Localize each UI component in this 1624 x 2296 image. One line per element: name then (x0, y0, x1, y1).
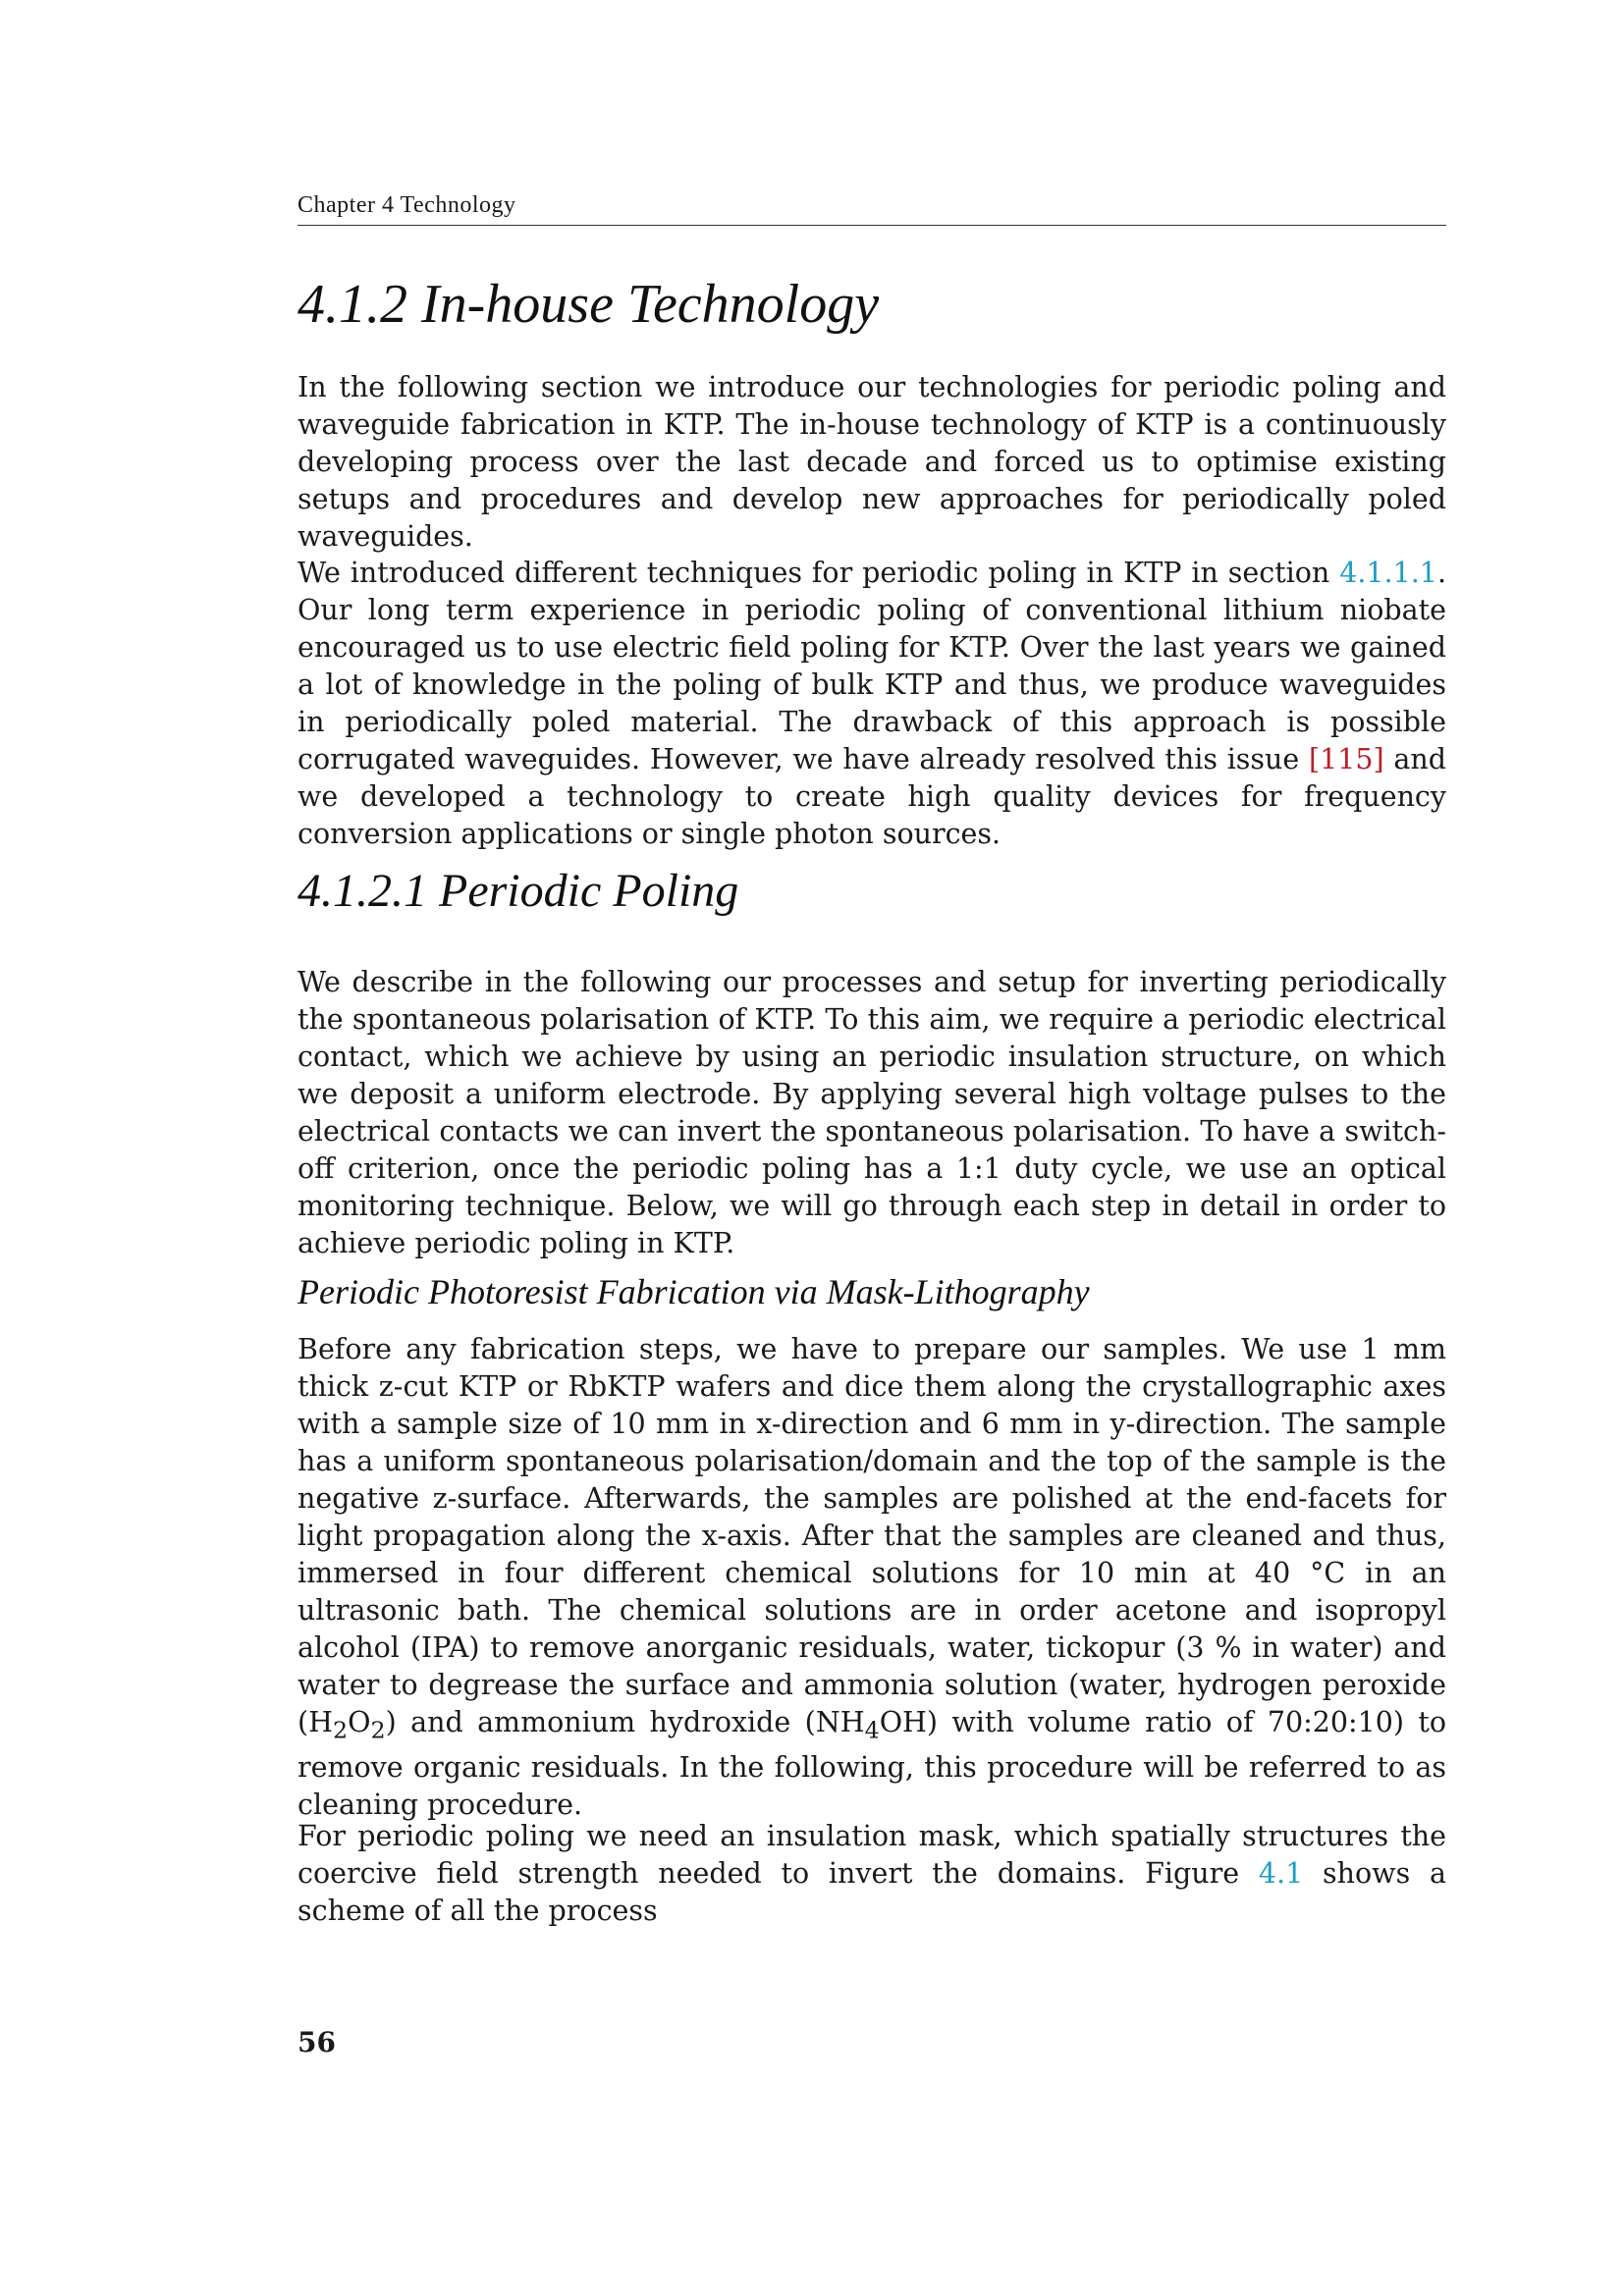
text-run: Before any fabrication steps, we have to prepare our samples. We use 1 mm thick z-cut KTP or RbKTP wafers and dice them along the crystallographic axes with a sample size of 10 mm in x-direction and 6 mm in y-direction. The sample has a uniform spontaneous polarisation/domain and the top of the sample is the negative z-surface. Afterwards, the samples are polished at the end-facets for light propagation along the x-axis. After that the samples are cleaned and thus, immersed in four different chemical solutions for 10 min at 40 °C in an ultrasonic bath. The chemical solutions are in order acetone and isopropyl alcohol (IPA) to remove anorganic residuals, water, tickopur (3 % in water) and water to degrease the surface and ammonia solution (water, hydrogen peroxide (H (298, 1333, 1446, 1738)
paragraph-heading: Periodic Photoresist Fabrication via Mask-Lithography (298, 1272, 1090, 1311)
subscript: 4 (864, 1716, 880, 1744)
text-run: We introduced different techniques for periodic poling in KTP in section (298, 557, 1340, 589)
running-head: Chapter 4 Technology (298, 192, 1446, 226)
text-run: and we developed a technology to create high quality devices for frequency conversion applications or single photon sources. (298, 743, 1446, 850)
page-number: 56 (298, 2026, 336, 2058)
section-reference-link[interactable]: 4.1.1.1 (1339, 557, 1437, 589)
text-run: . Our long term experience in periodic poling of conventional lithium niobate encouraged us to use electric field poling for KTP. Over the last years we gained a lot of knowledge in the poling of bulk KTP and thus, we produce waveguides in periodically poled material. The drawback of this approach is possible corrugated waveguides. However, we have already resolved this issue (298, 557, 1446, 775)
section-heading: 4.1.2 In-house Technology (298, 274, 880, 335)
subsection-heading: 4.1.2.1 Periodic Poling (298, 865, 739, 917)
text-run: ) and ammonium hydroxide (NH (385, 1706, 865, 1738)
paragraph-poling-overview: We describe in the following our processes and setup for inverting periodically the spontaneous polarisation of KTP. To this aim, we require a periodic electrical contact, which we achieve by using an periodic insulation structure, on which we deposit a uniform electrode. By applying several high voltage pulses to the electrical contacts we can invert the spontaneous polarisation. To have a switch-off criterion, once the periodic poling has a 1:1 duty cycle, we use an optical monitoring technique. Below, we will go through each step in detail in order to achieve periodic poling in KTP. (298, 966, 1446, 1259)
paragraph-sample-preparation (298, 1331, 1446, 1824)
text-run: shows a scheme of all the process (298, 1857, 1446, 1927)
text-run: For periodic poling we need an insulation mask, which spatially structures the coercive field strength needed to invert the domains. Figure (298, 1820, 1446, 1890)
subscript: 2 (332, 1716, 349, 1744)
subscript: 2 (370, 1716, 386, 1744)
figure-reference-link[interactable]: 4.1 (1258, 1857, 1304, 1890)
citation-link[interactable]: [115] (1309, 743, 1384, 775)
text-run: O (348, 1706, 371, 1738)
paragraph-insulation-mask (298, 1818, 1446, 1930)
text-run: OH) with volume ratio of 70:20:10) to remove organic residuals. In the following, this procedure will be referred to as cleaning procedure. (298, 1706, 1446, 1821)
paragraph-intro: In the following section we introduce our technologies for periodic poling and waveguide fabrication in KTP. The in-house technology of KTP is a continuously developing process over the last decade and forced us to optimise existing setups and procedures and develop new approaches for periodically poled waveguides. (298, 371, 1446, 553)
paragraph-techniques (298, 555, 1446, 853)
document-page (298, 0, 1446, 2296)
